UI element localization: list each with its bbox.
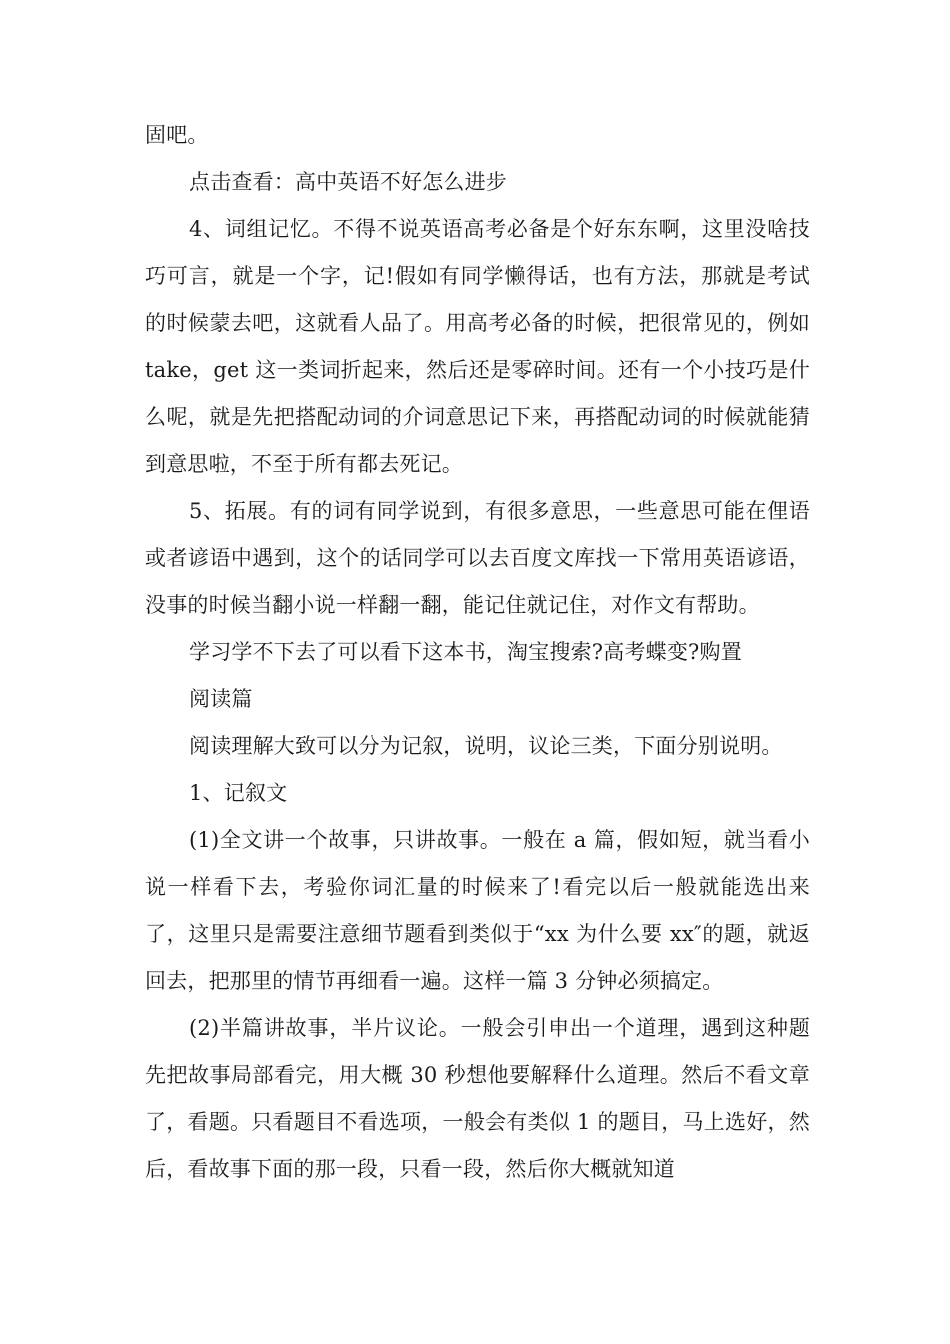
paragraph-4: 5、拓展。有的词有同学说到，有很多意思，一些意思可能在俚语或者谚语中遇到，这个的话同学可以去百度文库找一下常用英语谚语，没事的时候当翻小说一样翻一翻，能记住就记住，对作文有帮助。 bbox=[145, 499, 810, 617]
paragraph-3: 4、词组记忆。不得不说英语高考必备是个好东东啊，这里没啥技巧可言，就是一个字，记!假如有同学懒得话，也有方法，那就是考试的时候蒙去吧，这就看人品了。用高考必备的时候，把很常见的，例如 take，get 这一类词折起来，然后还是零碎时间。还有一个小技巧是什么呢，就是先把搭配动词的介词意思记下来，再搭配动词的时候就能猜到意思啦，不至于所有都去死记。 bbox=[145, 217, 810, 476]
paragraph-1: 固吧。 bbox=[145, 123, 209, 147]
paragraph-5: 学习学不下去了可以看下这本书，淘宝搜索?高考蝶变?购置 bbox=[189, 640, 742, 664]
subheading-narrative: 1、记叙文 bbox=[189, 781, 288, 805]
paragraph-2: 点击查看：高中英语不好怎么进步 bbox=[189, 170, 507, 194]
paragraph-10: (2)半篇讲故事，半片议论。一般会引申出一个道理，遇到这种题先把故事局部看完，用大概 30 秒想他要解释什么道理。然后不看文章了，看题。只看题目不看选项，一般会有类似 1 的题目，马上选好，然后，看故事下面的那一段，只看一段，然后你大概就知道 bbox=[145, 1016, 810, 1181]
section-heading-reading: 阅读篇 bbox=[189, 687, 253, 711]
document-body bbox=[145, 112, 810, 1193]
paragraph-9: (1)全文讲一个故事，只讲故事。一般在 a 篇，假如短，就当看小说一样看下去，考验你词汇量的时候来了!看完以后一般就能选出来了，这里只是需要注意细节题看到类似于“xx 为什么要 xx″的题，就返回去，把那里的情节再细看一遍。这样一篇 3 分钟必须搞定。 bbox=[145, 828, 810, 993]
paragraph-7: 阅读理解大致可以分为记叙，说明，议论三类，下面分别说明。 bbox=[189, 734, 783, 758]
